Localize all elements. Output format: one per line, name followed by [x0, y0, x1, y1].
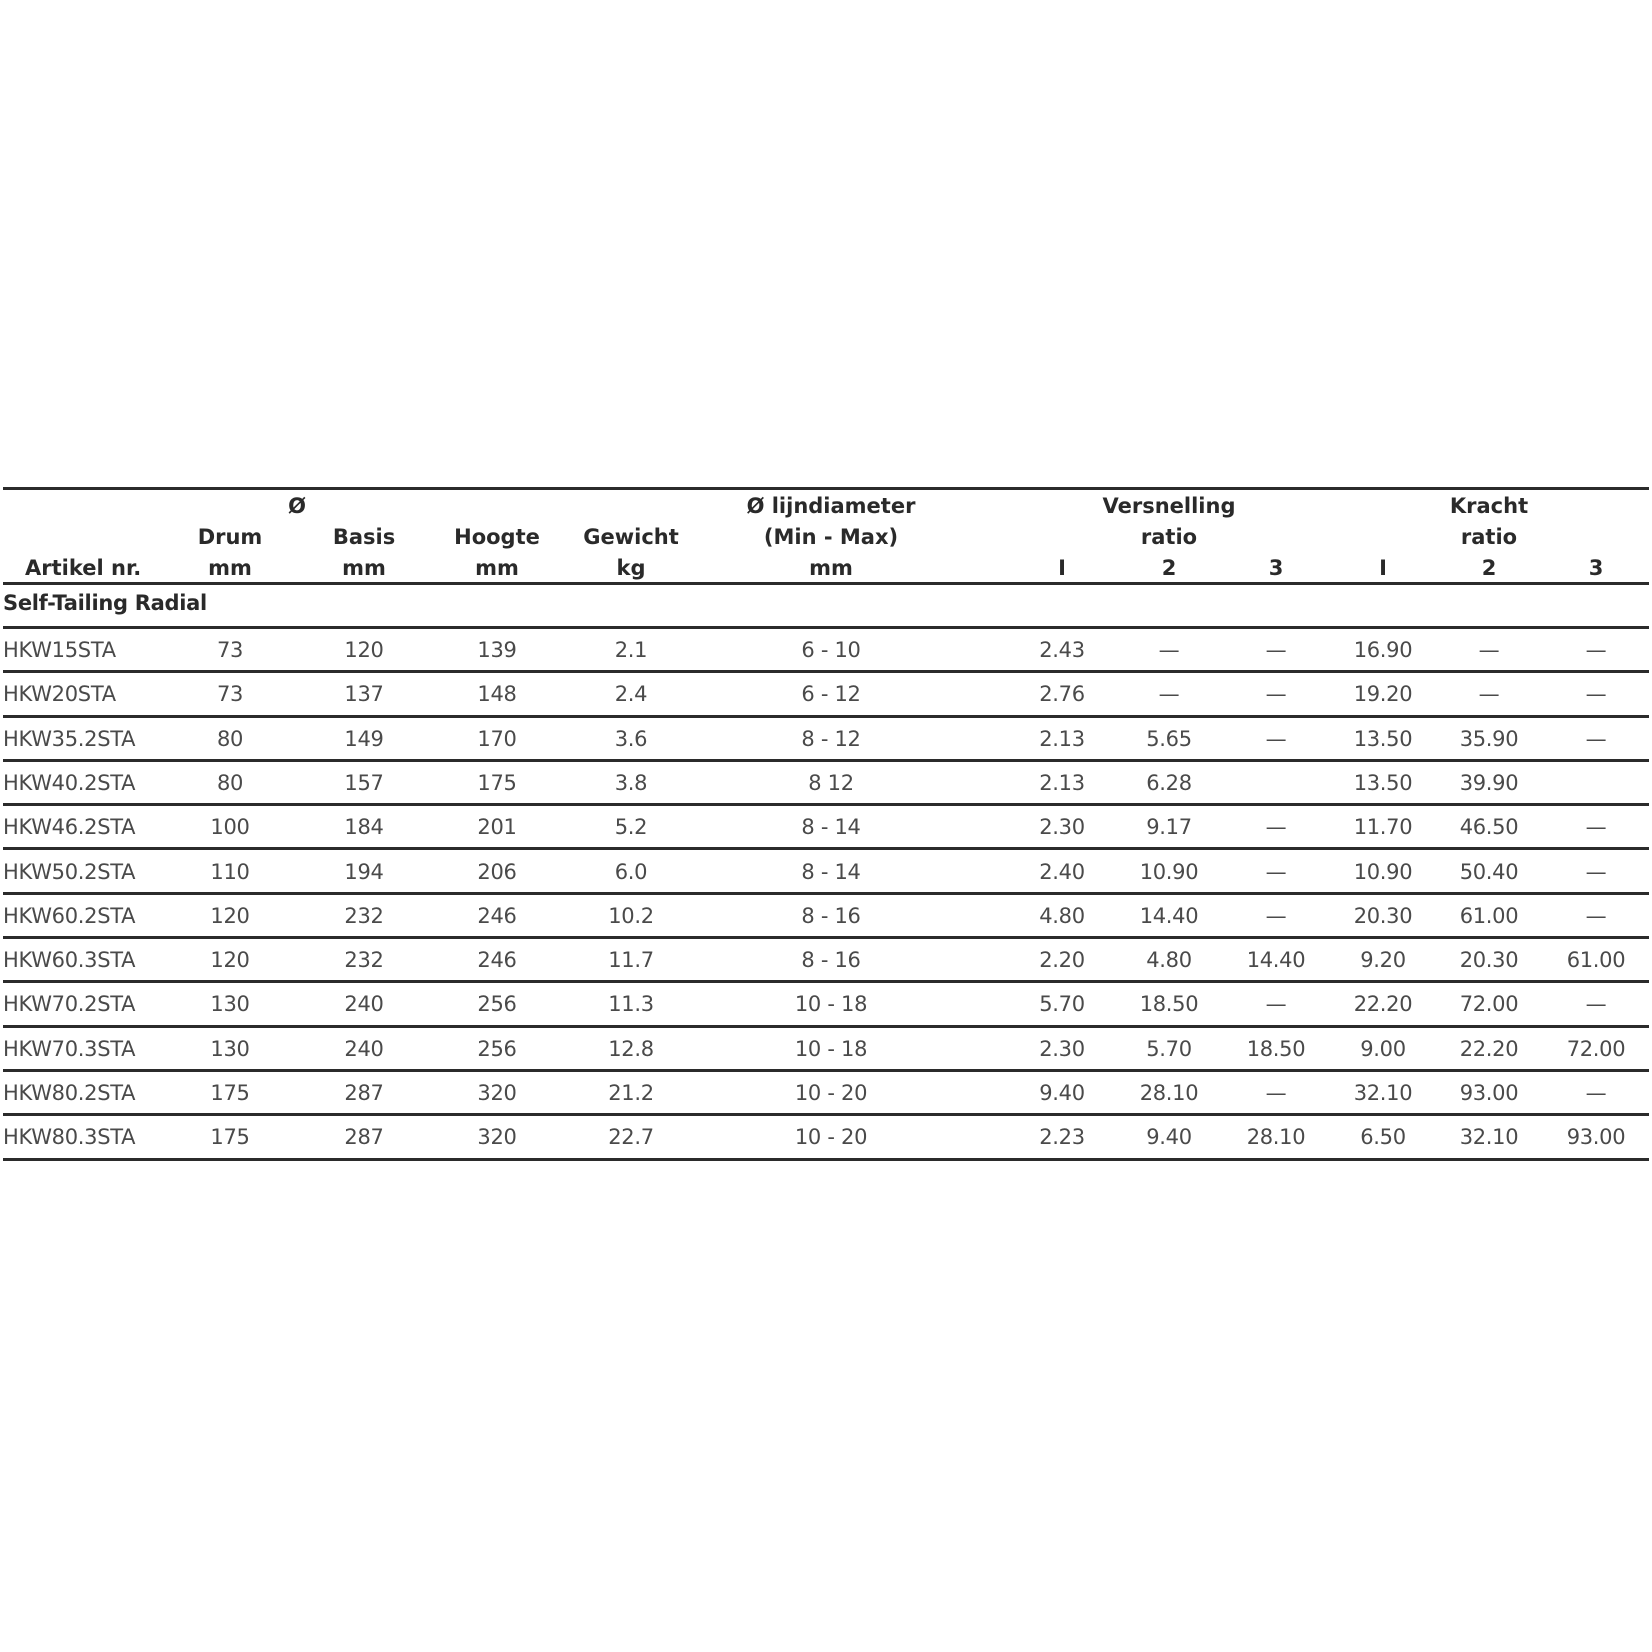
cell-lijndiameter: 8 - 12: [801, 726, 861, 751]
header-kracht: Kracht: [1449, 494, 1529, 518]
cell-drum: 80: [216, 726, 244, 751]
cell-hoogte: 320: [477, 1125, 517, 1150]
cell-versnelling-2: 6.28: [1146, 770, 1192, 795]
cell-versnelling-2: 10.90: [1139, 859, 1199, 884]
header-bottom-rule: [3, 582, 1649, 585]
cell-kracht-1: 16.90: [1353, 638, 1413, 662]
cell-versnelling-3: 18.50: [1246, 1036, 1306, 1061]
cell-versnelling-2: 5.65: [1146, 726, 1192, 751]
cell-lijndiameter: 6 - 12: [801, 682, 861, 707]
cell-versnelling-1: 9.40: [1039, 1081, 1085, 1105]
table-row: [3, 673, 1649, 717]
cell-drum: 110: [210, 859, 250, 884]
cell-versnelling-3: —: [1265, 815, 1287, 840]
cell-basis: 287: [344, 1081, 384, 1105]
header-diameter-symbol: Ø: [288, 494, 306, 518]
cell-hoogte: 320: [477, 1081, 517, 1105]
cell-gewicht: 11.3: [608, 992, 654, 1017]
cell-artikel: HKW35.2STA: [3, 726, 136, 751]
cell-versnelling-2: —: [1158, 638, 1180, 662]
cell-lijndiameter: 8 - 16: [801, 903, 861, 928]
table-row: [3, 1028, 1649, 1072]
cell-versnelling-2: 9.17: [1146, 815, 1192, 840]
section-title: Self-Tailing Radial: [3, 591, 207, 615]
cell-gewicht: 2.4: [614, 682, 648, 707]
cell-basis: 232: [344, 948, 384, 973]
header-lijndiameter-range: (Min - Max): [763, 525, 899, 549]
cell-gewicht: 11.7: [608, 948, 654, 973]
cell-hoogte: 256: [477, 1036, 517, 1061]
cell-kracht-1: 9.00: [1360, 1036, 1406, 1061]
cell-kracht-3: —: [1585, 682, 1607, 707]
cell-gewicht: 5.2: [614, 815, 648, 840]
cell-versnelling-3: —: [1265, 1081, 1287, 1105]
header-drum-unit: mm: [208, 556, 252, 580]
cell-hoogte: 246: [477, 948, 517, 973]
cell-artikel: HKW60.2STA: [3, 903, 136, 928]
cell-artikel: HKW80.2STA: [3, 1081, 136, 1105]
cell-versnelling-3: —: [1265, 992, 1287, 1017]
table-row: [3, 629, 1649, 673]
table-row: [3, 895, 1649, 939]
cell-versnelling-2: 9.40: [1146, 1125, 1192, 1150]
cell-kracht-2: —: [1478, 638, 1500, 662]
cell-kracht-1: 20.30: [1353, 903, 1413, 928]
cell-versnelling-1: 5.70: [1039, 992, 1085, 1017]
cell-basis: 149: [344, 726, 384, 751]
cell-kracht-1: 22.20: [1353, 992, 1413, 1017]
table-row: [3, 718, 1649, 762]
cell-hoogte: 139: [477, 638, 517, 662]
cell-versnelling-3: —: [1265, 726, 1287, 751]
cell-versnelling-1: 2.13: [1039, 726, 1085, 751]
cell-versnelling-3: —: [1265, 682, 1287, 707]
cell-versnelling-3: 28.10: [1246, 1125, 1306, 1150]
cell-hoogte: 148: [477, 682, 517, 707]
cell-versnelling-3: —: [1265, 638, 1287, 662]
cell-lijndiameter: 6 - 10: [801, 638, 861, 662]
table-row: [3, 762, 1649, 806]
cell-gewicht: 2.1: [614, 638, 648, 662]
cell-basis: 184: [344, 815, 384, 840]
cell-artikel: HKW70.2STA: [3, 992, 136, 1017]
header-drum: Drum: [197, 525, 263, 549]
cell-kracht-3: 61.00: [1566, 948, 1626, 973]
cell-gewicht: 12.8: [608, 1036, 654, 1061]
cell-kracht-3: —: [1585, 859, 1607, 884]
cell-hoogte: 175: [477, 770, 517, 795]
header-versnelling-gear-3: 3: [1268, 556, 1284, 580]
table-row: [3, 806, 1649, 850]
cell-kracht-2: —: [1478, 682, 1500, 707]
cell-kracht-1: 11.70: [1353, 815, 1413, 840]
cell-kracht-1: 13.50: [1353, 726, 1413, 751]
cell-kracht-1: 6.50: [1360, 1125, 1406, 1150]
cell-artikel: HKW15STA: [3, 638, 116, 662]
row-rule: [3, 1158, 1649, 1161]
header-basis-unit: mm: [342, 556, 386, 580]
header-kracht-ratio: ratio: [1460, 525, 1518, 549]
cell-artikel: HKW70.3STA: [3, 1036, 136, 1061]
cell-basis: 120: [344, 638, 384, 662]
cell-versnelling-3: —: [1265, 903, 1287, 928]
cell-kracht-2: 61.00: [1459, 903, 1519, 928]
cell-kracht-3: —: [1585, 903, 1607, 928]
header-gewicht: Gewicht: [583, 525, 679, 549]
table-row: [3, 1072, 1649, 1116]
header-kracht-gear-1: I: [1379, 556, 1387, 580]
cell-artikel: HKW20STA: [3, 682, 116, 707]
cell-kracht-1: 10.90: [1353, 859, 1413, 884]
header-versnelling: Versnelling: [1102, 494, 1236, 518]
cell-artikel: HKW60.3STA: [3, 948, 136, 973]
cell-gewicht: 10.2: [608, 903, 654, 928]
header-hoogte: Hoogte: [454, 525, 540, 549]
cell-drum: 120: [210, 948, 250, 973]
cell-versnelling-1: 2.76: [1039, 682, 1085, 707]
cell-versnelling-1: 2.40: [1039, 859, 1085, 884]
cell-gewicht: 22.7: [608, 1125, 654, 1150]
cell-versnelling-2: 28.10: [1139, 1081, 1199, 1105]
cell-kracht-3: 93.00: [1566, 1125, 1626, 1150]
cell-versnelling-1: 2.30: [1039, 1036, 1085, 1061]
cell-drum: 120: [210, 903, 250, 928]
table-row: [3, 1116, 1649, 1160]
cell-kracht-2: 39.90: [1459, 770, 1519, 795]
cell-gewicht: 6.0: [614, 859, 648, 884]
cell-basis: 137: [344, 682, 384, 707]
cell-kracht-3: —: [1585, 992, 1607, 1017]
table-row: [3, 983, 1649, 1027]
cell-kracht-2: 50.40: [1459, 859, 1519, 884]
cell-hoogte: 246: [477, 903, 517, 928]
cell-lijndiameter: 8 12: [808, 770, 854, 795]
cell-lijndiameter: 10 - 18: [794, 992, 868, 1017]
cell-kracht-2: 32.10: [1459, 1125, 1519, 1150]
cell-versnelling-1: 2.43: [1039, 638, 1085, 662]
cell-gewicht: 3.8: [614, 770, 648, 795]
cell-versnelling-2: 14.40: [1139, 903, 1199, 928]
cell-drum: 175: [210, 1125, 250, 1150]
cell-basis: 240: [344, 1036, 384, 1061]
header-versnelling-gear-1: I: [1058, 556, 1066, 580]
cell-gewicht: 3.6: [614, 726, 648, 751]
cell-hoogte: 256: [477, 992, 517, 1017]
cell-artikel: HKW50.2STA: [3, 859, 136, 884]
cell-kracht-1: 19.20: [1353, 682, 1413, 707]
cell-drum: 73: [216, 638, 244, 662]
cell-lijndiameter: 10 - 20: [794, 1125, 868, 1150]
table-row: [3, 939, 1649, 983]
header-lijndiameter: Ø lijndiameter: [746, 494, 916, 518]
header-versnelling-gear-2: 2: [1161, 556, 1177, 580]
cell-basis: 240: [344, 992, 384, 1017]
cell-basis: 194: [344, 859, 384, 884]
cell-kracht-2: 46.50: [1459, 815, 1519, 840]
cell-lijndiameter: 8 - 16: [801, 948, 861, 973]
header-kracht-gear-2: 2: [1481, 556, 1497, 580]
header-hoogte-unit: mm: [475, 556, 519, 580]
table-top-rule: [3, 487, 1649, 490]
cell-kracht-3: 72.00: [1566, 1036, 1626, 1061]
cell-kracht-3: —: [1585, 1081, 1607, 1105]
cell-versnelling-1: 2.23: [1039, 1125, 1085, 1150]
header-lijndiameter-unit: mm: [809, 556, 853, 580]
header-artikel: Artikel nr.: [25, 556, 142, 580]
cell-artikel: HKW80.3STA: [3, 1125, 136, 1150]
cell-hoogte: 170: [477, 726, 517, 751]
cell-artikel: HKW46.2STA: [3, 815, 136, 840]
cell-versnelling-3: —: [1265, 859, 1287, 884]
cell-versnelling-3: 14.40: [1246, 948, 1306, 973]
cell-kracht-2: 72.00: [1459, 992, 1519, 1017]
cell-kracht-2: 93.00: [1459, 1081, 1519, 1105]
cell-hoogte: 201: [477, 815, 517, 840]
cell-drum: 130: [210, 1036, 250, 1061]
cell-lijndiameter: 8 - 14: [801, 859, 861, 884]
cell-versnelling-2: 5.70: [1146, 1036, 1192, 1061]
cell-lijndiameter: 8 - 14: [801, 815, 861, 840]
cell-drum: 100: [210, 815, 250, 840]
header-kracht-gear-3: 3: [1588, 556, 1604, 580]
cell-drum: 175: [210, 1081, 250, 1105]
cell-artikel: HKW40.2STA: [3, 770, 136, 795]
cell-versnelling-1: 2.20: [1039, 948, 1085, 973]
cell-kracht-1: 13.50: [1353, 770, 1413, 795]
cell-versnelling-2: —: [1158, 682, 1180, 707]
cell-kracht-2: 20.30: [1459, 948, 1519, 973]
cell-kracht-3: —: [1585, 815, 1607, 840]
cell-versnelling-1: 2.30: [1039, 815, 1085, 840]
table-row: [3, 851, 1649, 895]
cell-kracht-1: 9.20: [1360, 948, 1406, 973]
cell-versnelling-1: 2.13: [1039, 770, 1085, 795]
cell-gewicht: 21.2: [608, 1081, 654, 1105]
cell-basis: 232: [344, 903, 384, 928]
cell-lijndiameter: 10 - 18: [794, 1036, 868, 1061]
cell-kracht-2: 35.90: [1459, 726, 1519, 751]
cell-kracht-3: —: [1585, 638, 1607, 662]
cell-versnelling-2: 4.80: [1146, 948, 1192, 973]
cell-versnelling-2: 18.50: [1139, 992, 1199, 1017]
cell-basis: 157: [344, 770, 384, 795]
cell-kracht-3: —: [1585, 726, 1607, 751]
header-gewicht-unit: kg: [616, 556, 646, 580]
cell-drum: 73: [216, 682, 244, 707]
cell-kracht-1: 32.10: [1353, 1081, 1413, 1105]
cell-drum: 130: [210, 992, 250, 1017]
cell-hoogte: 206: [477, 859, 517, 884]
header-basis: Basis: [332, 525, 396, 549]
cell-versnelling-1: 4.80: [1039, 903, 1085, 928]
header-versnelling-ratio: ratio: [1140, 525, 1198, 549]
cell-lijndiameter: 10 - 20: [794, 1081, 868, 1105]
cell-basis: 287: [344, 1125, 384, 1150]
cell-drum: 80: [216, 770, 244, 795]
cell-kracht-2: 22.20: [1459, 1036, 1519, 1061]
